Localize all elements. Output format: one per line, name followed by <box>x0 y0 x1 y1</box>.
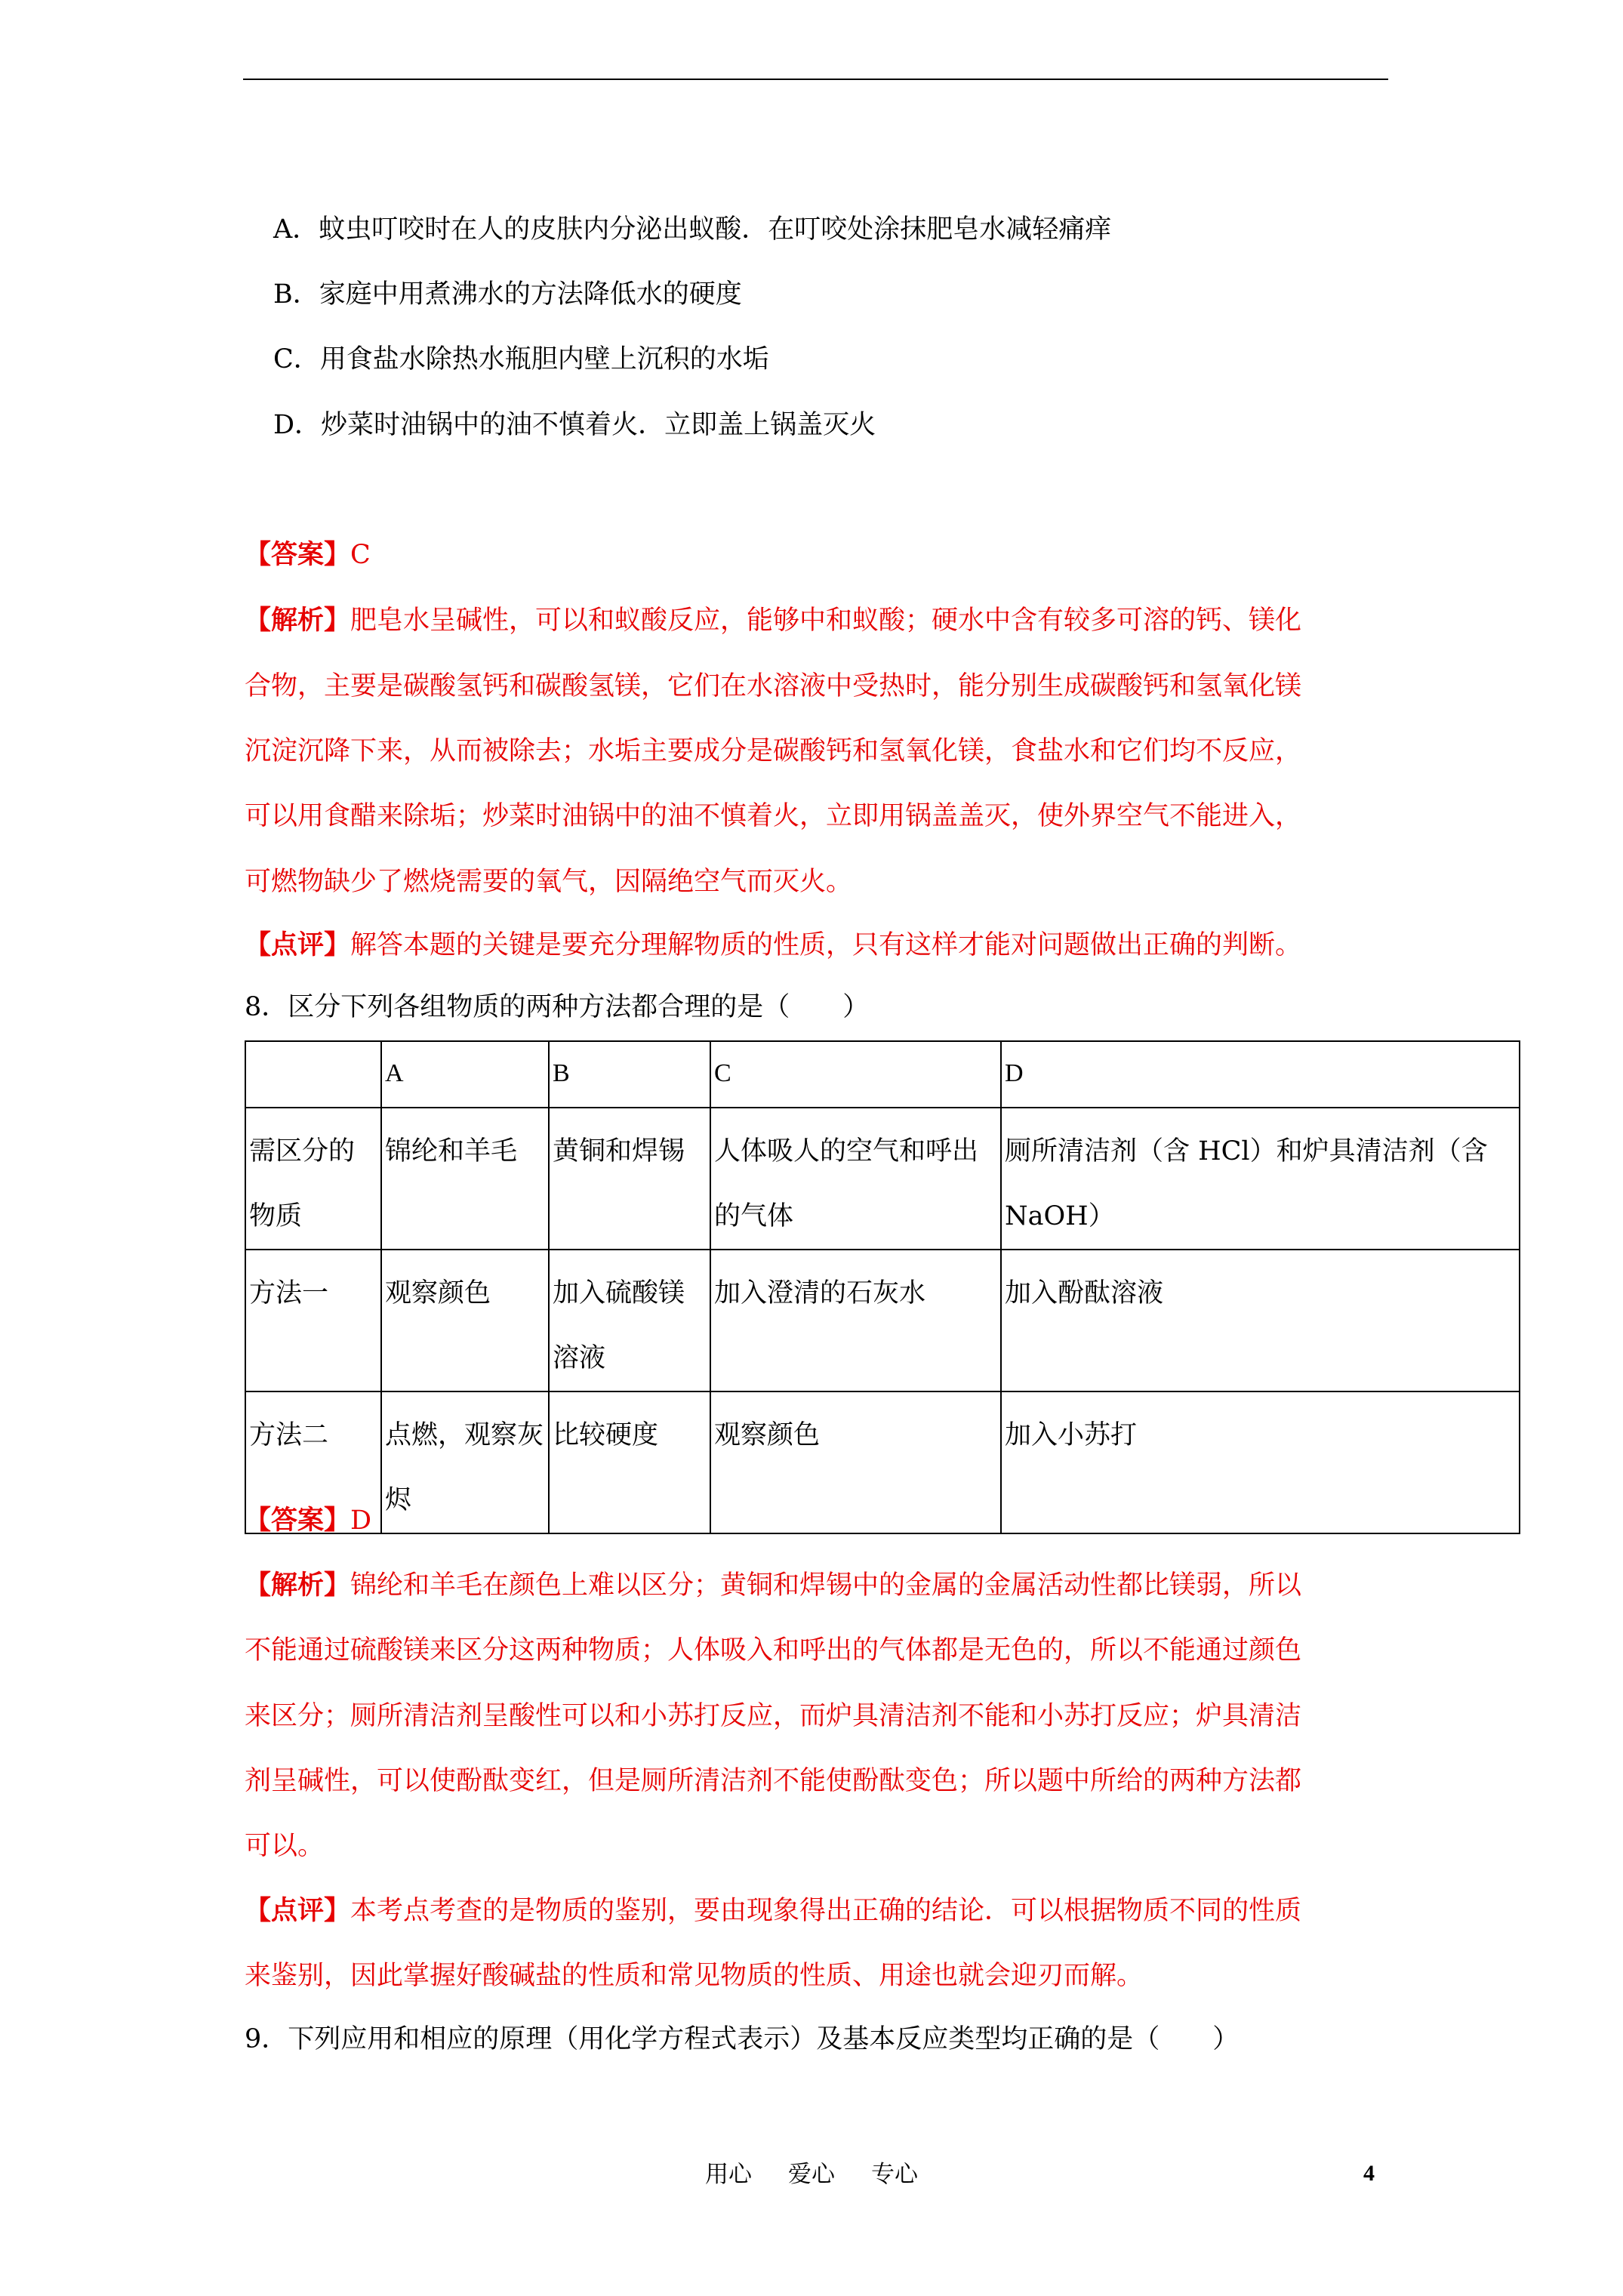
table-cell: 黄铜和焊锡 <box>549 1108 710 1250</box>
analysis-tag: 【解析】 <box>245 1570 351 1601</box>
table-cell: 需区分的物质 <box>245 1108 381 1250</box>
footer-word: 爱心 <box>788 2161 835 2188</box>
q8-analysis-line: 来区分；厕所清洁剂呈酸性可以和小苏打反应，而炉具清洁剂不能和小苏打反应；炉具清洁 <box>245 1701 1302 1731</box>
q7-analysis-line: 合物，主要是碳酸氢钙和碳酸氢镁，它们在水溶液中受热时，能分别生成碳酸钙和氢氧化镁 <box>245 671 1302 701</box>
footer-word: 专心 <box>871 2161 918 2188</box>
analysis-text: 肥皂水呈碱性，可以和蚁酸反应，能够中和蚁酸；硬水中含有较多可溶的钙、镁化 <box>350 606 1302 636</box>
table-cell: 观察颜色 <box>381 1250 549 1391</box>
table-cell: 锦纶和羊毛 <box>381 1108 549 1250</box>
table-header-cell: A <box>381 1041 549 1108</box>
q8-analysis-line: 剂呈碱性，可以使酚酞变红，但是厕所清洁剂不能使酚酞变色；所以题中所给的两种方法都 <box>245 1766 1302 1796</box>
q9-stem: 9．下列应用和相应的原理（用化学方程式表示）及基本反应类型均正确的是（ ） <box>245 2024 1240 2054</box>
comment-text: 解答本题的关键是要充分理解物质的性质，只有这样才能对问题做出正确的判断。 <box>350 930 1302 960</box>
option-b: B．家庭中用煮沸水的方法降低水的硬度 <box>273 279 742 310</box>
q7-analysis-line: 可燃物缺少了燃烧需要的氧气，因隔绝空气而灭火。 <box>245 867 853 897</box>
footer-slogan <box>0 2159 1623 2190</box>
table-row <box>245 1108 1520 1250</box>
table-cell: 人体吸人的空气和呼出的气体 <box>710 1108 1001 1250</box>
answer-tag: 【答案】 <box>245 1505 351 1536</box>
table-cell: 加入小苏打 <box>1001 1391 1520 1533</box>
q7-answer <box>245 538 371 572</box>
answer-value: D <box>350 1505 372 1536</box>
q7-comment <box>245 929 1301 962</box>
comment-tag: 【点评】 <box>245 929 351 960</box>
q8-analysis-line: 可以。 <box>245 1831 325 1861</box>
analysis-tag: 【解析】 <box>245 605 351 636</box>
table-cell: 观察颜色 <box>710 1391 1001 1533</box>
table-cell <box>245 1041 381 1108</box>
comment-text: 本考点考查的是物质的鉴别，要由现象得出正确的结论．可以根据物质不同的性质 <box>350 1896 1302 1926</box>
q8-stem: 8．区分下列各组物质的两种方法都合理的是（ ） <box>245 992 870 1022</box>
table-row <box>245 1391 1520 1533</box>
q8-analysis-line: 不能通过硫酸镁来区分这两种物质；人体吸入和呼出的气体都是无色的，所以不能通过颜色 <box>245 1635 1302 1666</box>
q7-analysis-line: 可以用食醋来除垢；炒菜时油锅中的油不慎着火，立即用锅盖盖灭，使外界空气不能进入， <box>245 801 1302 831</box>
header-rule <box>243 79 1388 80</box>
answer-tag: 【答案】 <box>245 539 351 570</box>
table-cell: 点燃，观察灰烬 <box>381 1391 549 1533</box>
option-c: C．用食盐水除热水瓶胆内壁上沉积的水垢 <box>273 344 769 374</box>
q7-analysis-line: 沉淀沉降下来，从而被除去；水垢主要成分是碳酸钙和氢氧化镁，食盐水和它们均不反应， <box>245 736 1302 766</box>
page-number: 4 <box>1363 2161 1375 2186</box>
table-row <box>245 1250 1520 1391</box>
table-cell: 方法一 <box>245 1250 381 1391</box>
comment-tag: 【点评】 <box>245 1895 351 1926</box>
table-cell: 加入澄清的石灰水 <box>710 1250 1001 1391</box>
table-header-cell: B <box>549 1041 710 1108</box>
table-cell: 厕所清洁剂（含 HCl）和炉具清洁剂（含 NaOH） <box>1001 1108 1520 1250</box>
table-header-cell: D <box>1001 1041 1520 1108</box>
q8-answer <box>245 1504 371 1537</box>
table-cell: 加入硫酸镁溶液 <box>549 1250 710 1391</box>
table-cell: 加入酚酞溶液 <box>1001 1250 1520 1391</box>
answer-value: C <box>350 540 371 570</box>
table-header-row <box>245 1041 1520 1108</box>
option-d: D．炒菜时油锅中的油不慎着火．立即盖上锅盖灭火 <box>273 410 876 440</box>
q8-comment-line: 来鉴别，因此掌握好酸碱盐的性质和常见物质的性质、用途也就会迎刃而解。 <box>245 1961 1144 1991</box>
footer-word: 用心 <box>705 2161 752 2188</box>
table-cell: 方法二 <box>245 1391 381 1533</box>
q8-analysis-line <box>245 1569 1301 1602</box>
table-header-cell: C <box>710 1041 1001 1108</box>
comparison-table <box>245 1040 1520 1534</box>
q7-analysis-line <box>245 604 1301 637</box>
table-cell: 比较硬度 <box>549 1391 710 1533</box>
option-a: A．蚊虫叮咬时在人的皮肤内分泌出蚁酸．在叮咬处涂抹肥皂水减轻痛痒 <box>273 214 1112 245</box>
q8-comment <box>245 1894 1301 1928</box>
analysis-text: 锦纶和羊毛在颜色上难以区分；黄铜和焊锡中的金属的金属活动性都比镁弱，所以 <box>350 1570 1302 1601</box>
